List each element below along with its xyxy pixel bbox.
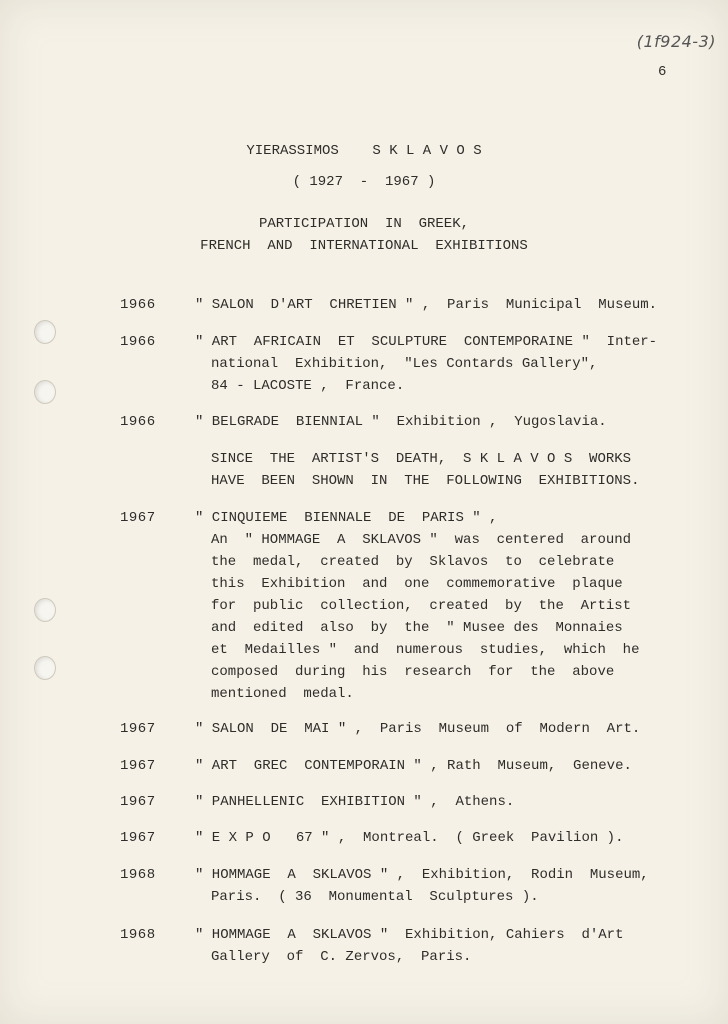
entry-line: " BELGRADE BIENNIAL " Exhibition , Yugoslavia.: [195, 414, 607, 430]
entry-line: An " HOMMAGE A SKLAVOS " was centered around: [211, 532, 632, 548]
entry-line: " PANHELLENIC EXHIBITION " , Athens.: [195, 794, 515, 810]
heading-line-2: FRENCH AND INTERNATIONAL EXHIBITIONS: [200, 238, 528, 254]
artist-dates: ( 1927 - 1967 ): [292, 174, 436, 190]
entry-line: " CINQUIEME BIENNALE DE PARIS " ,: [195, 510, 498, 526]
artist-name: YIERASSIMOS S K L A V O S: [246, 143, 482, 159]
punch-hole: [34, 598, 56, 622]
entry-line: 84 - LACOSTE , France.: [211, 378, 405, 394]
entry-line: Paris. ( 36 Monumental Sculptures ).: [211, 889, 539, 905]
entry-line: for public collection, created by the Artist: [211, 598, 632, 614]
entry-line: et Medailles " and numerous studies, which he: [211, 642, 640, 658]
entry-year: 1966: [120, 414, 156, 430]
entry-line: " ART GREC CONTEMPORAIN " , Rath Museum, Geneve.: [195, 758, 632, 774]
entry-line: " HOMMAGE A SKLAVOS " , Exhibition, Rodin Museum,: [195, 867, 649, 883]
entry-line: mentioned medal.: [211, 686, 354, 702]
entry-line: and edited also by the " Musee des Monnaies: [211, 620, 623, 636]
punch-hole: [34, 656, 56, 680]
entry-year: 1967: [120, 721, 156, 737]
posthumous-note-line-2: HAVE BEEN SHOWN IN THE FOLLOWING EXHIBITIONS.: [211, 473, 640, 489]
entry-year: 1967: [120, 830, 156, 846]
posthumous-note-line-1: SINCE THE ARTIST'S DEATH, S K L A V O S WORKS: [211, 451, 632, 467]
entry-year: 1966: [120, 334, 156, 350]
page-number: 6: [658, 64, 667, 80]
entry-year: 1968: [120, 867, 156, 883]
entry-line: " SALON DE MAI " , Paris Museum of Modern Art.: [195, 721, 641, 737]
entry-line: this Exhibition and one commemorative plaque: [211, 576, 623, 592]
entry-line: " ART AFRICAIN ET SCULPTURE CONTEMPORAINE " Inter-: [195, 334, 658, 350]
entry-line: the medal, created by Sklavos to celebrate: [211, 554, 615, 570]
punch-hole: [34, 380, 56, 404]
entry-year: 1966: [120, 297, 156, 313]
entry-year: 1968: [120, 927, 156, 943]
archive-reference: (1f924-3): [636, 32, 716, 51]
entry-line: " SALON D'ART CHRETIEN " , Paris Municipal Museum.: [195, 297, 658, 313]
entry-line: composed during his research for the above: [211, 664, 615, 680]
heading-line-1: PARTICIPATION IN GREEK,: [258, 216, 470, 232]
entry-line: " E X P O 67 " , Montreal. ( Greek Pavilion ).: [195, 830, 624, 846]
entry-year: 1967: [120, 794, 156, 810]
entry-line: national Exhibition, "Les Contards Gallery",: [211, 356, 598, 372]
punch-hole: [34, 320, 56, 344]
entry-line: " HOMMAGE A SKLAVOS " Exhibition, Cahiers d'Art: [195, 927, 624, 943]
entry-year: 1967: [120, 758, 156, 774]
entry-line: Gallery of C. Zervos, Paris.: [211, 949, 472, 965]
entry-year: 1967: [120, 510, 156, 526]
